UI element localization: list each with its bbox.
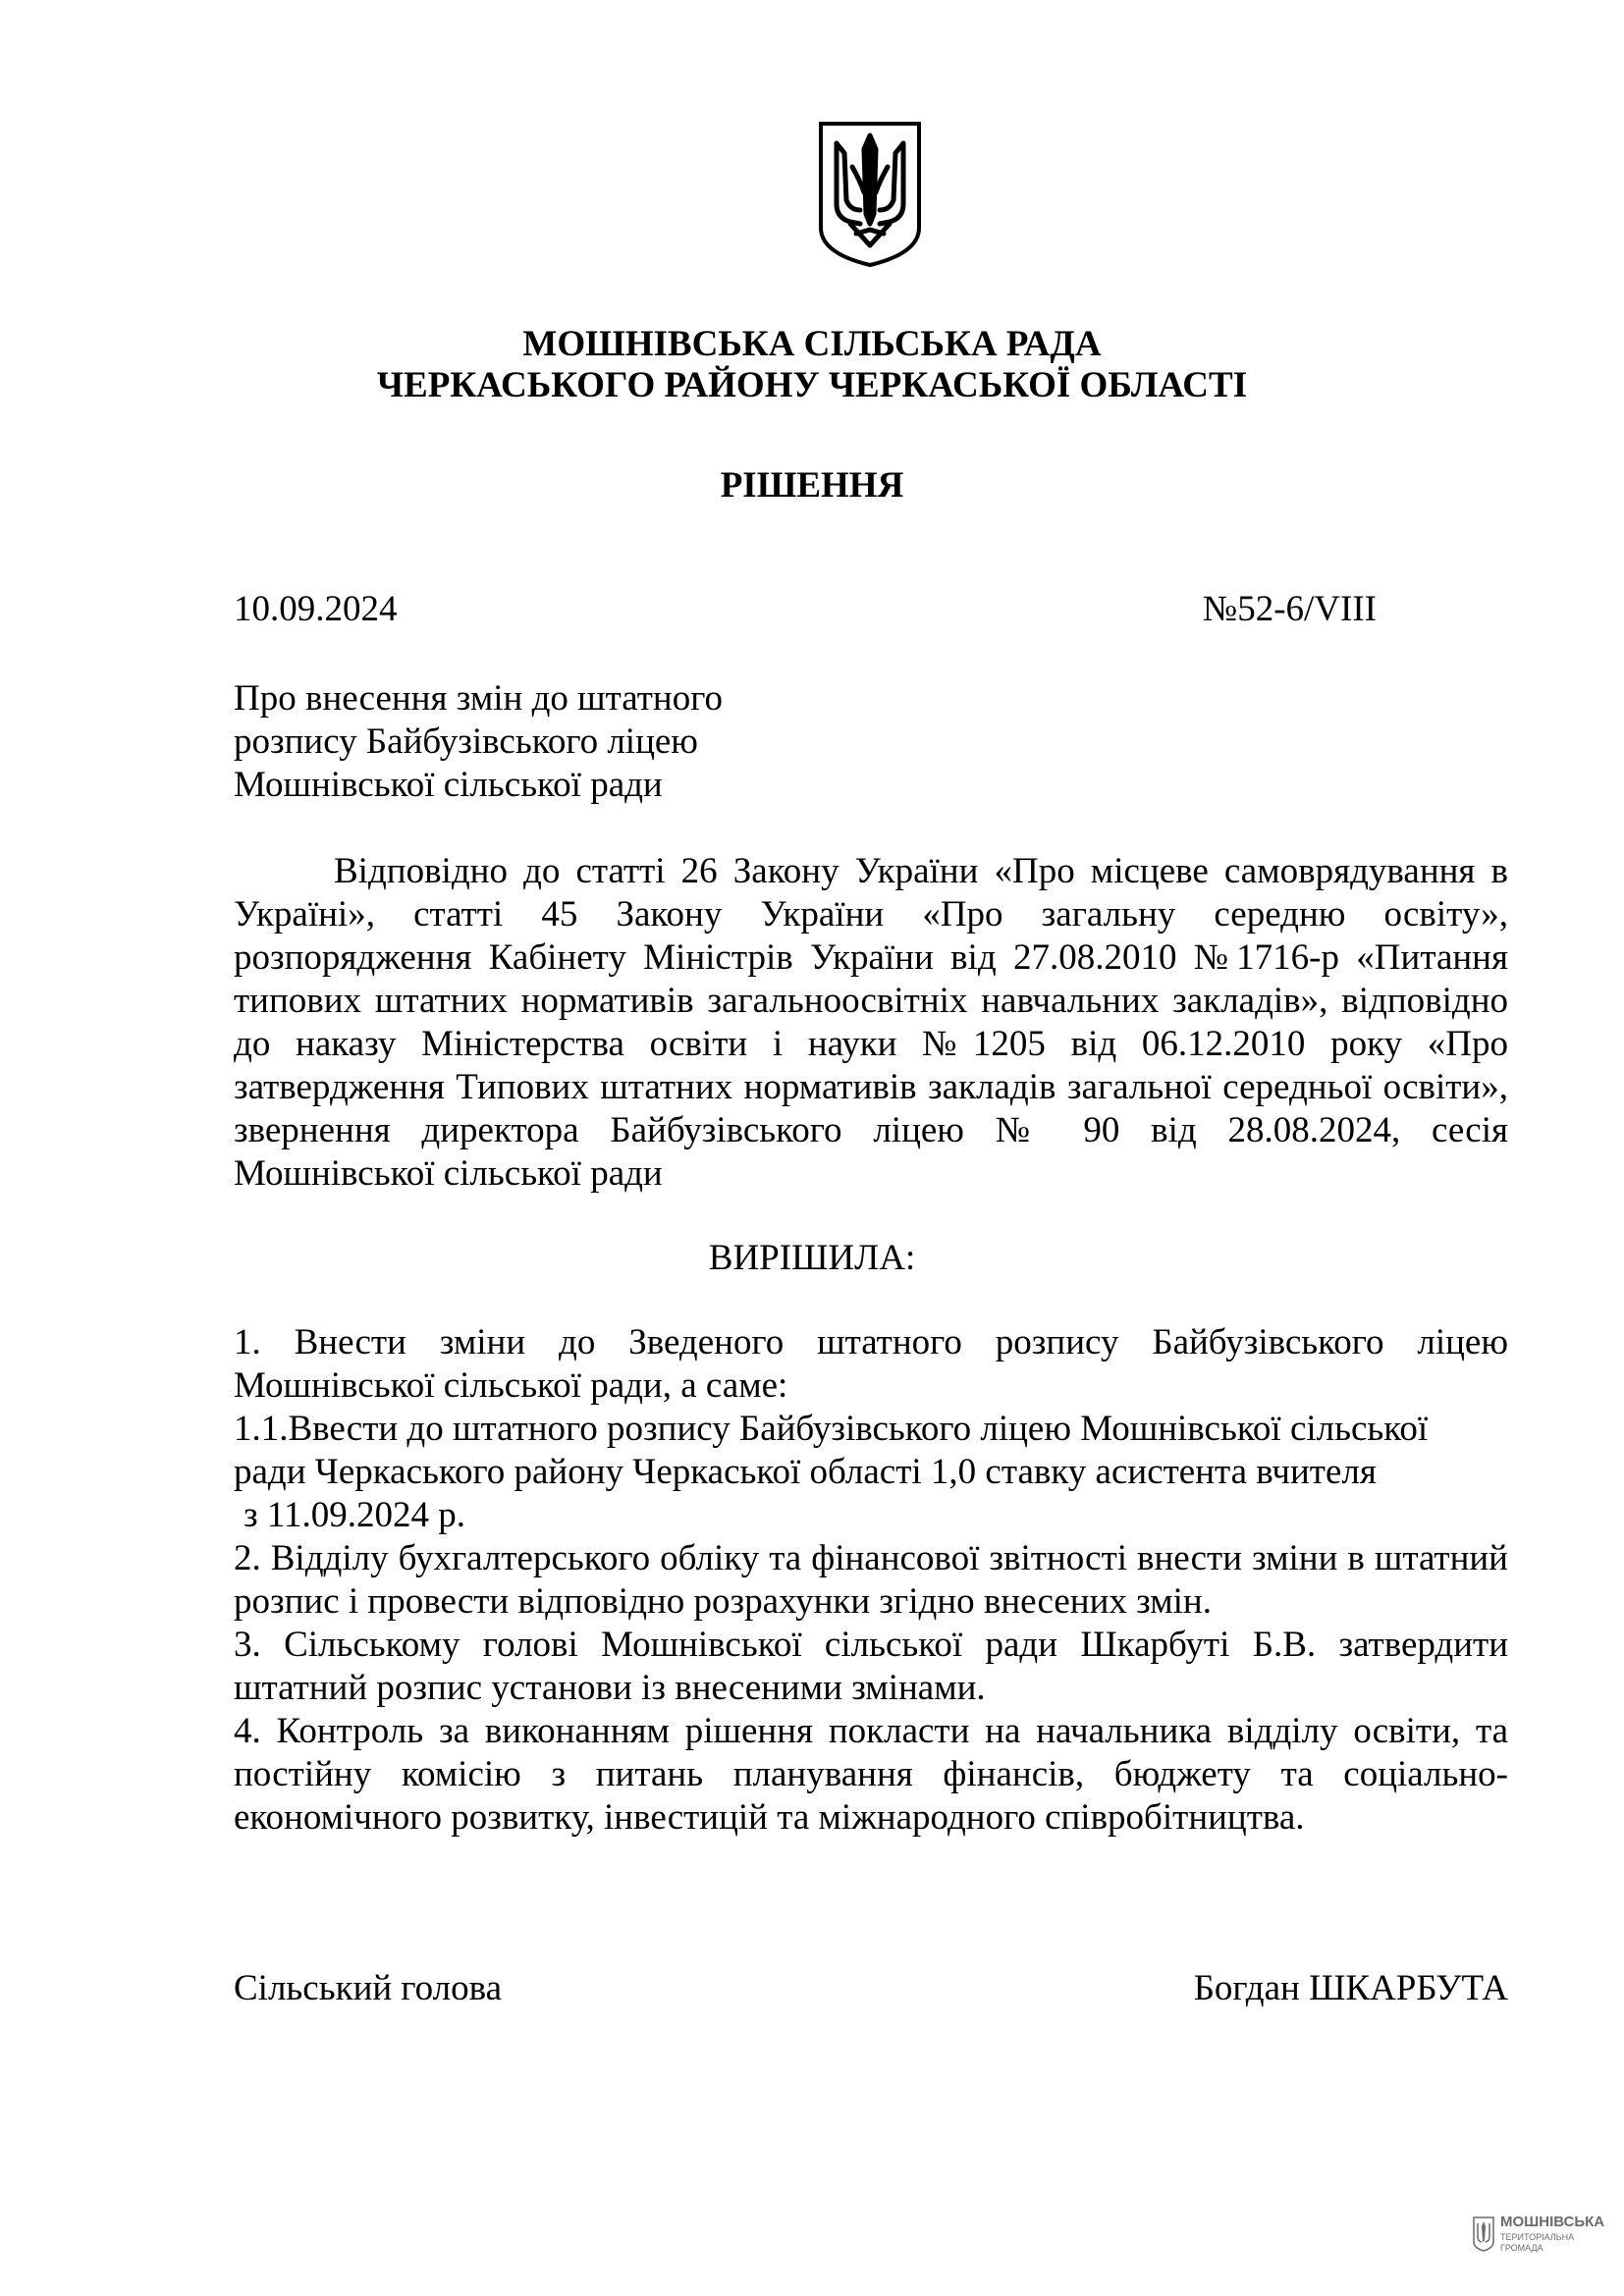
community-watermark [1473, 2213, 1620, 2262]
header-line-1: МОШНІВСЬКА СІЛЬСЬКА РАДА [522, 324, 1102, 364]
document-number: №52-6/VIII [1202, 589, 1377, 629]
signature-position: Сільський голова [234, 1968, 503, 2008]
decision-item-1-1: 1.1.Ввести до штатного розпису Байбузівського ліцею Мошнівської сільської ради Черкаського району Черкаської області 1,0 ставку асистента вчителя [234, 1409, 1429, 1492]
document-date: 10.09.2024 [234, 589, 398, 629]
decision-item-4: 4. Контроль за виконанням рішення покласти на начальника відділу освіти, та постійну комісію з питань планування фінансів, бюджету та соціально-економічного розвитку, інвестицій та міжнародного співробітництва. [234, 1711, 1508, 1838]
watermark-subtitle [1500, 2232, 1574, 2254]
document-subject [234, 677, 723, 807]
decision-items [234, 1321, 1508, 1840]
trident-watermark-icon [1473, 2216, 1494, 2252]
document-type: РІШЕННЯ [720, 465, 904, 506]
signature-name: Богдан ШКАРБУТА [1193, 1968, 1508, 2008]
decision-item-3: 3. Сільському голові Мошнівської сільської ради Шкарбуті Б.В. затвердити штатний розпис установи із внесеними змінами. [234, 1625, 1508, 1708]
preamble-paragraph: Відповідно до статті 26 Закону України «Про місцеве самоврядування в Україні», статті 45 Закону України «Про загальну середню освіту», розпорядження Кабінету Міністрів України від 27.08.2010 №1716-р «Питання типових штатних нормативів загальноосвітніх навчальних закладів», відповідно до наказу Міністерства освіти і науки №1205 від 06.12.2010 року «Про затвердження Типових штатних нормативів закладів загальної середньої освіти», звернення директора Байбузівського ліцею № 90 від 28.08.2024, сесія Мошнівської сільської ради [234, 851, 1508, 1194]
council-header [0, 324, 1624, 406]
watermark-line-1: ТЕРИТОРІАЛЬНА [1500, 2232, 1575, 2242]
watermark-title: МОШНІВСЬКА [1500, 2214, 1605, 2230]
watermark-line-2: ГРОМАДА [1500, 2243, 1543, 2253]
ukraine-trident-emblem-icon [817, 120, 923, 269]
header-line-2: ЧЕРКАСЬКОГО РАЙОНУ ЧЕРКАСЬКОЇ ОБЛАСТІ [376, 365, 1248, 405]
decision-heading: ВИРІШИЛА: [708, 1238, 916, 1278]
decision-item-2: 2. Відділу бухгалтерського обліку та фінансової звітності внести зміни в штатний розпис і провести відповідно розрахунки згідно внесених змін. [234, 1538, 1508, 1622]
decision-item-1-1-date: з 11.09.2024 р. [244, 1495, 465, 1535]
subject-line: Мошнівської сільської ради [234, 765, 663, 805]
subject-line: Про внесення змін до штатного [234, 678, 723, 719]
decision-item-1: 1. Внести зміни до Зведеного штатного розпису Байбузівського ліцею Мошнівської сільської ради, а саме: [234, 1322, 1508, 1406]
subject-line: розпису Байбузівського ліцею [234, 721, 698, 762]
